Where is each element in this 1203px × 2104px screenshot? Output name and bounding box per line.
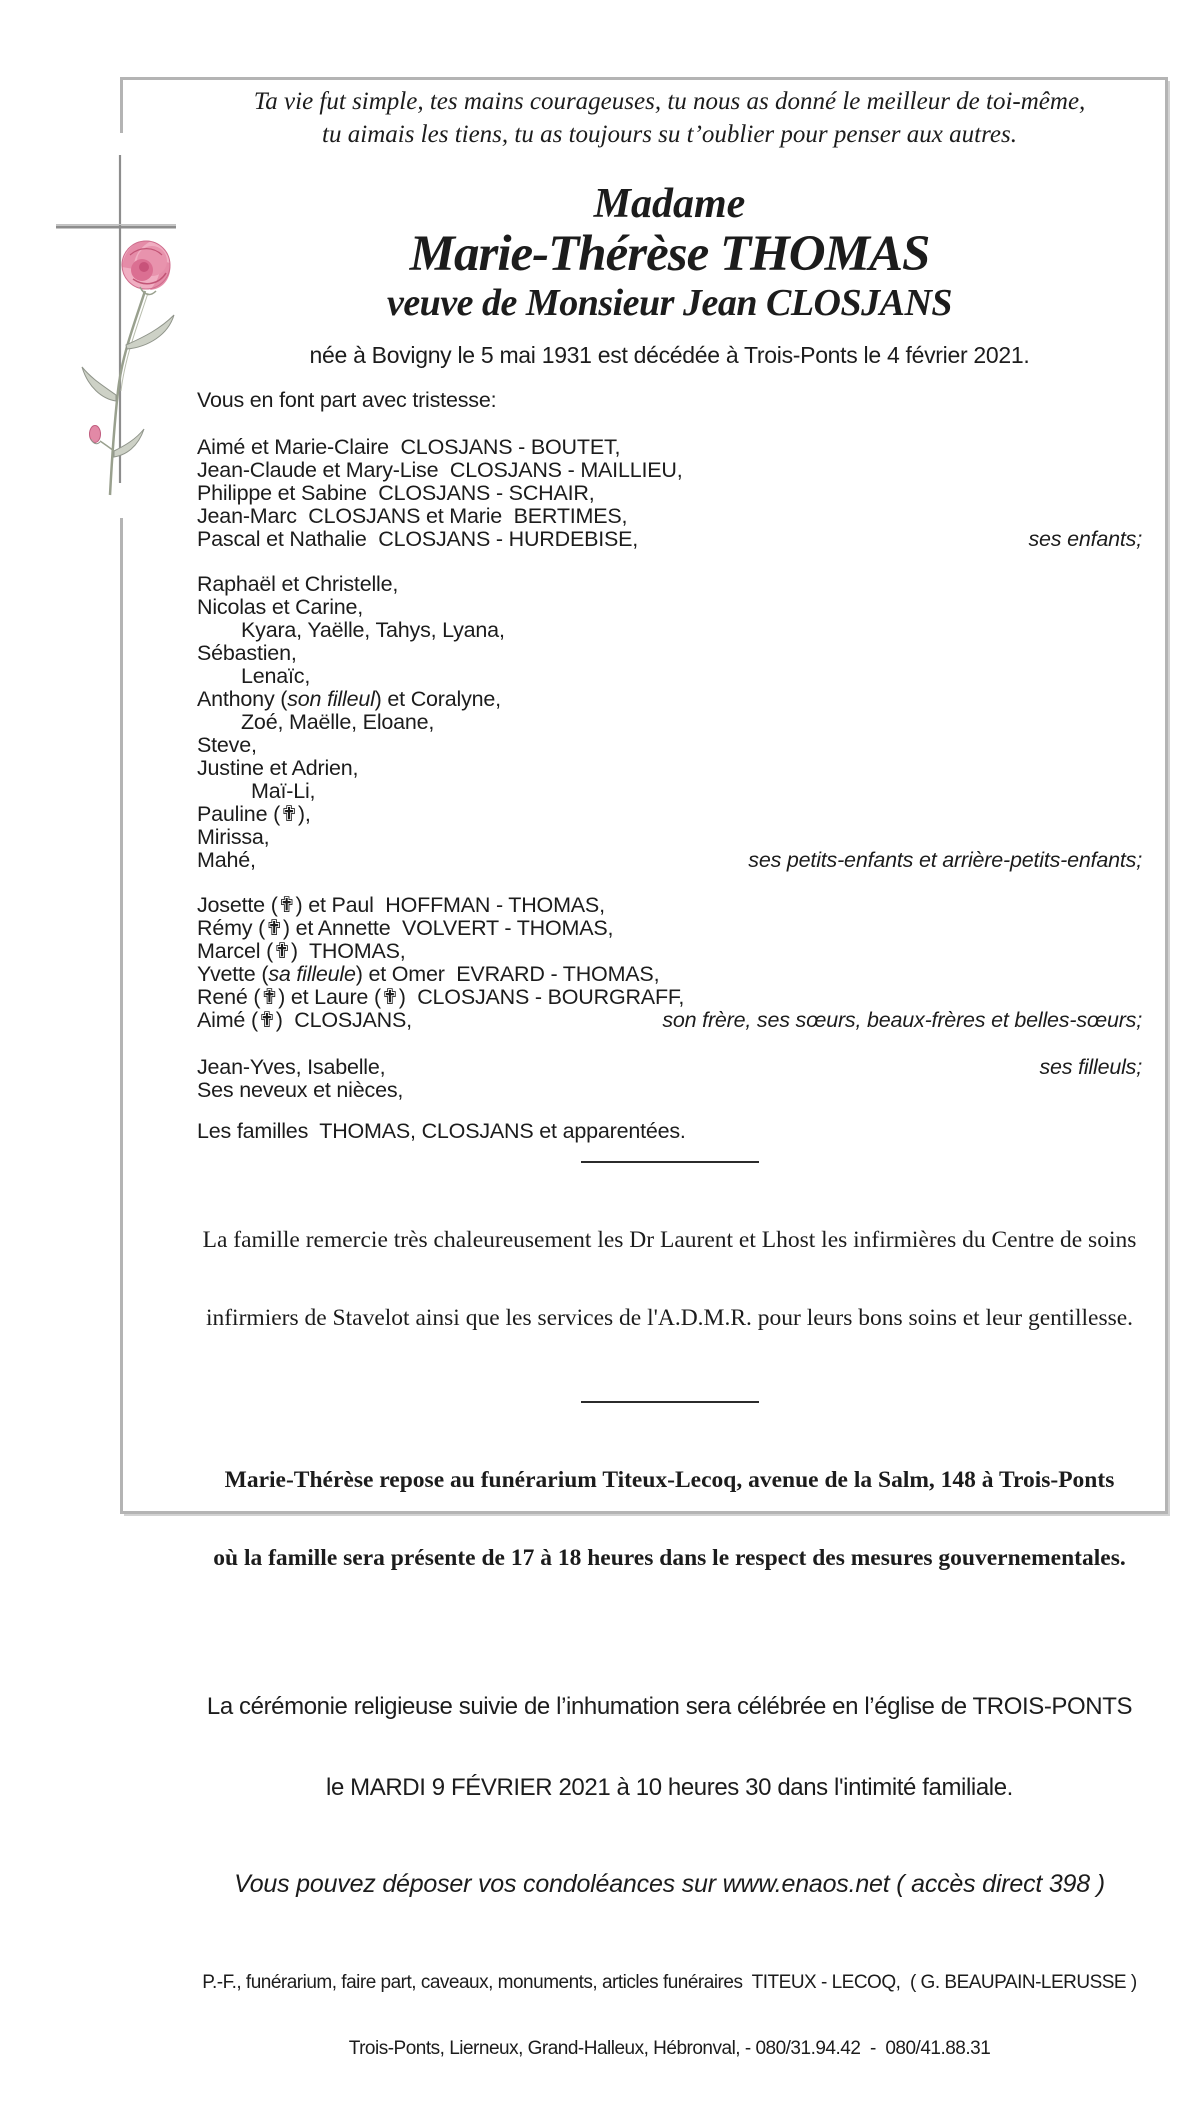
family-line	[197, 505, 1142, 528]
family-line	[197, 917, 1142, 940]
section-divider	[581, 1401, 759, 1403]
family-line-text: ) et Coralyne,	[374, 687, 501, 711]
family-line	[197, 849, 1142, 872]
family-line-text: ) et Omer EVRARD - THOMAS,	[355, 962, 660, 986]
repose-paragraph	[197, 1415, 1142, 1623]
opening-quote-line-2: tu aimais les tiens, tu as toujours su t’oublier pour penser aux autres.	[322, 121, 1017, 148]
family-line	[197, 665, 1142, 688]
relation-label: son frère, ses sœurs, beaux-frères et belles-sœurs;	[662, 1008, 1142, 1032]
families-line: Les familles THOMAS, CLOSJANS et apparentées.	[197, 1119, 686, 1143]
family-line	[197, 940, 1142, 963]
family-line-text: Nicolas et Carine,	[197, 595, 364, 619]
thanks-line-2: infirmiers de Stavelot ainsi que les services de l'A.D.M.R. pour leurs bons soins et leur gentillesse.	[205, 1305, 1134, 1331]
family-line-text: Pauline (✟),	[197, 802, 311, 826]
memorial-decoration	[48, 133, 190, 518]
family-line-text: Zoé, Maëlle, Eloane,	[241, 710, 435, 734]
family-line-text: Mirissa,	[197, 825, 270, 849]
godchild-note: son filleul	[287, 687, 375, 711]
family-group-grandchildren	[197, 573, 1142, 872]
family-line	[197, 596, 1142, 619]
family-line-text: Anthony (	[197, 687, 288, 711]
family-line	[197, 780, 1142, 803]
family-line	[197, 1079, 1142, 1102]
ceremony-paragraph	[197, 1639, 1142, 1855]
godchild-note: sa filleule	[268, 962, 356, 986]
family-line-text: Lenaïc,	[241, 664, 311, 688]
footer-line-1: P.-F., funérarium, faire part, caveaux, monuments, articles funéraires TITEUX - LECOQ, ( G. BEAUPAIN-LERUSSE )	[202, 1972, 1137, 1993]
family-line	[197, 1056, 1142, 1079]
funeral-home-footer	[197, 1928, 1142, 2104]
family-group-godchildren	[197, 1056, 1142, 1102]
ceremony-line-1: La cérémonie religieuse suivie de l’inhumation sera célébrée en l’église de TROIS-PONTS	[206, 1693, 1133, 1720]
family-line-text: Steve,	[197, 733, 257, 757]
opening-quote-line-1: Ta vie fut simple, tes mains courageuses, tu nous as donné le meilleur de toi-même,	[253, 88, 1086, 115]
family-line-text: Aimé et Marie-Claire CLOSJANS - BOUTET,	[197, 435, 621, 459]
family-line-text: Justine et Adrien,	[197, 756, 359, 780]
family-line	[197, 986, 1142, 1009]
footer-line-2: Trois-Ponts, Lierneux, Grand-Halleux, Hébronval, - 080/31.94.42 - 080/41.88.31	[348, 2038, 991, 2059]
family-line-text: Jean-Claude et Mary-Lise CLOSJANS - MAILLIEU,	[197, 458, 683, 482]
family-line	[197, 1009, 1142, 1032]
cross-and-rose-illustration	[48, 133, 190, 518]
family-line-text: Rémy (✟) et Annette VOLVERT - THOMAS,	[197, 916, 614, 940]
family-line	[197, 688, 1142, 711]
family-line-text: Mahé,	[197, 848, 256, 872]
relation-label: ses filleuls;	[1039, 1055, 1142, 1079]
life-dates-line: née à Bovigny le 5 mai 1931 est décédée à Trois-Ponts le 4 février 2021.	[309, 342, 1030, 368]
family-line	[197, 573, 1142, 596]
family-line-text: Aimé (✟) CLOSJANS,	[197, 1008, 412, 1032]
thanks-line-1: La famille remercie très chaleureusement les Dr Laurent et Lhost les infirmières du Centre de soins	[202, 1227, 1137, 1253]
family-line-text: Marcel (✟) THOMAS,	[197, 939, 406, 963]
family-line	[197, 803, 1142, 826]
repose-line-1: Marie-Thérèse repose au funérarium Titeux-Lecoq, avenue de la Salm, 148 à Trois-Ponts	[224, 1467, 1115, 1493]
family-line	[197, 642, 1142, 665]
family-line-text: Kyara, Yaëlle, Tahys, Lyana,	[241, 618, 505, 642]
cross-icon	[56, 155, 176, 483]
family-line-text: Pascal et Nathalie CLOSJANS - HURDEBISE,	[197, 527, 639, 551]
announcement-intro: Vous en font part avec tristesse:	[197, 388, 497, 412]
family-line-text: Yvette (	[197, 962, 269, 986]
ceremony-line-2: le MARDI 9 FÉVRIER 2021 à 10 heures 30 dans l'intimité familiale.	[326, 1774, 1013, 1801]
family-line	[197, 963, 1142, 986]
notice-content	[197, 85, 1142, 2104]
family-line	[197, 734, 1142, 757]
deceased-name: Marie-Thérèse THOMAS	[409, 226, 930, 282]
family-line	[197, 459, 1142, 482]
relation-label: ses petits-enfants et arrière-petits-enfants;	[748, 848, 1142, 872]
family-line	[197, 826, 1142, 849]
family-line-text: Ses neveux et nièces,	[197, 1078, 404, 1102]
widow-line: veuve de Monsieur Jean CLOSJANS	[386, 282, 953, 324]
family-line	[197, 619, 1142, 642]
family-line	[197, 757, 1142, 780]
family-line	[197, 711, 1142, 734]
title-honorific: Madame	[593, 181, 746, 227]
repose-line-2: où la famille sera présente de 17 à 18 heures dans le respect des mesures gouvernementales.	[213, 1545, 1126, 1571]
family-line	[197, 482, 1142, 505]
family-line	[197, 894, 1142, 917]
family-line-text: Philippe et Sabine CLOSJANS - SCHAIR,	[197, 481, 595, 505]
family-line	[197, 528, 1142, 551]
condolences-line: Vous pouvez déposer vos condoléances sur www.enaos.net ( accès direct 398 )	[234, 1870, 1105, 1898]
family-line-text: Jean-Yves, Isabelle,	[197, 1055, 386, 1079]
family-group-children	[197, 436, 1142, 551]
thanks-paragraph	[197, 1175, 1142, 1383]
family-line-text: Sébastien,	[197, 641, 297, 665]
family-line	[197, 436, 1142, 459]
family-line-text: Josette (✟) et Paul HOFFMAN - THOMAS,	[197, 893, 605, 917]
family-line-text: Maï-Li,	[251, 779, 316, 803]
rose-icon	[82, 241, 174, 495]
family-group-siblings	[197, 894, 1142, 1032]
section-divider	[581, 1161, 759, 1163]
family-line-text: Jean-Marc CLOSJANS et Marie BERTIMES,	[197, 504, 628, 528]
family-line-text: René (✟) et Laure (✟) CLOSJANS - BOURGRAFF,	[197, 985, 685, 1009]
family-line-text: Raphaël et Christelle,	[197, 572, 399, 596]
relation-label: ses enfants;	[1028, 527, 1142, 551]
